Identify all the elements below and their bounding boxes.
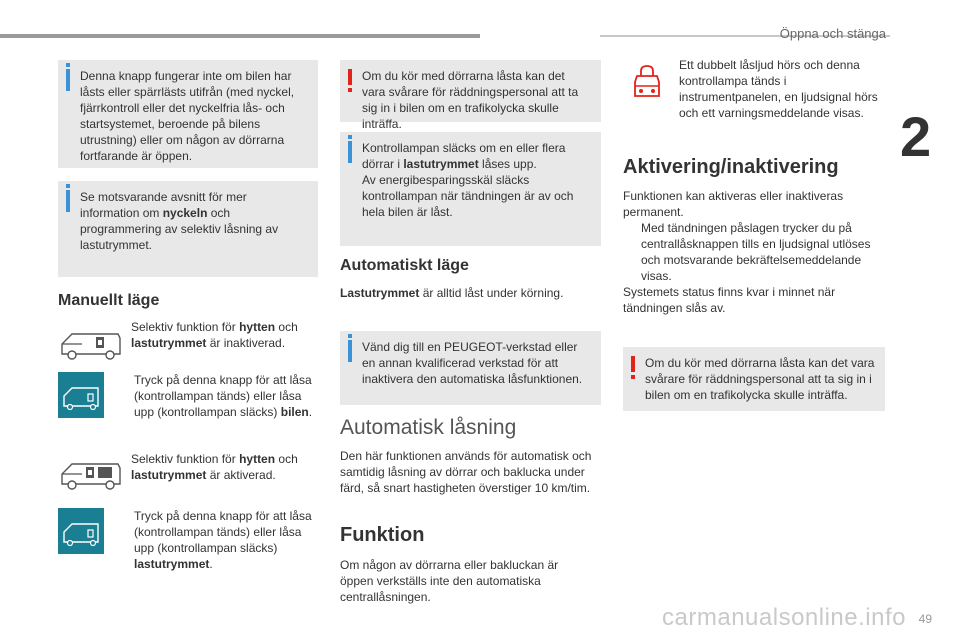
page-number: 49 <box>918 612 932 626</box>
lock-vehicle-button[interactable] <box>58 372 104 418</box>
lock-cargo-text: Tryck på denna knapp för att låsa (kontrollampan tänds) eller låsa upp (kontrollampan släcks) lastutrymmet. <box>134 509 312 571</box>
lock-vehicle-text: Tryck på denna knapp för att låsa (kontrollampan tänds) eller låsa upp (kontrollampan släcks) bilen. <box>134 373 313 419</box>
van-lock-icon <box>58 508 104 554</box>
lock-cargo-button[interactable] <box>58 508 104 554</box>
lamp-description: Ett dubbelt låsljud hörs och denna kontrollampa tänds i instrumentpanelen, en ljudsignal hörs och ett varningsmeddelande visas. <box>679 58 878 120</box>
info-icon <box>348 141 352 163</box>
van-cab-locked-icon <box>58 330 124 360</box>
info-icon <box>66 190 70 212</box>
warning-box-locked: Om du kör med dörrarna låsta kan det vara svårare för räddningspersonal att ta sig in i bilen om en trafikolycka skulle inträffa. <box>340 60 601 122</box>
info-box-key: Se motsvarande avsnitt för mer information om nyckeln och programmering av selektiv låsning av lastutrymmet. <box>58 181 318 277</box>
heading-activation: Aktivering/inaktivering <box>623 156 839 178</box>
door-lock-warning-lamp-icon <box>632 64 662 100</box>
heading-automatic-locking: Automatisk låsning <box>340 416 517 439</box>
info-box-workshop: Vänd dig till en PEUGEOT-verkstad eller en annan kvalificerad verkstad för att inaktivera den automatiska låsfunktionen. <box>340 331 601 405</box>
info-box-button: Denna knapp fungerar inte om bilen har låsts eller spärrlästs utifrån (med nyckel, fjärrkontroll eller det nyckelfria lås- och startsystemet, beroende på bilens utrustning) eller om någon av dörrarna fortfarande är öppen. <box>58 60 318 168</box>
auto-mode-text: Lastutrymmet är alltid låst under körning. <box>340 286 564 300</box>
warning-box-activation: Om du kör med dörrarna låsta kan det vara svårare för räddningspersonal att ta sig in i bilen om en trafikolycka skulle inträffa. <box>623 347 885 411</box>
chapter-number: 2 <box>900 105 932 168</box>
heading-auto-mode: Automatiskt läge <box>340 257 469 274</box>
warning-icon <box>631 356 635 372</box>
watermark: carmanualsonline.info <box>662 604 906 631</box>
header-rule <box>0 34 480 38</box>
warning-icon <box>348 69 352 85</box>
van-lock-icon <box>58 372 104 418</box>
van-cargo-locked-icon <box>58 460 124 490</box>
info-box-lamp: Kontrollampan släcks om en eller flera dörrar i lastutrymmet låses upp. Av energibesparingsskäl släcks kontrollampan när tändningen är av och hela bilen är låst. <box>340 132 601 246</box>
section-title: Öppna och stänga <box>779 26 886 41</box>
heading-function: Funktion <box>340 524 425 546</box>
info-icon <box>66 69 70 91</box>
activation-text: Funktionen kan aktiveras eller inaktiveras permanent. Med tändningen påslagen trycker du på centrallåsknappen tills en ljudsignal utlöses och motsvarande bekräftelsemeddelande visas. Systemets status finns kvar i minnet när tändningen slås av. <box>623 189 871 315</box>
selective-off-text: Selektiv funktion för hytten och lastutrymmet är inaktiverad. <box>131 320 298 350</box>
heading-manual-mode: Manuellt läge <box>58 292 160 309</box>
info-icon <box>348 340 352 362</box>
automatic-locking-text: Den här funktionen används för automatisk och samtidig låsning av dörrar och baklucka under färd, så snart hastigheten överstiger 10 km/tim. <box>340 449 592 495</box>
function-text: Om någon av dörrarna eller bakluckan är öppen verkställs inte den automatiska centrallåsningen. <box>340 558 559 604</box>
selective-on-text: Selektiv funktion för hytten och lastutrymmet är aktiverad. <box>131 452 298 482</box>
